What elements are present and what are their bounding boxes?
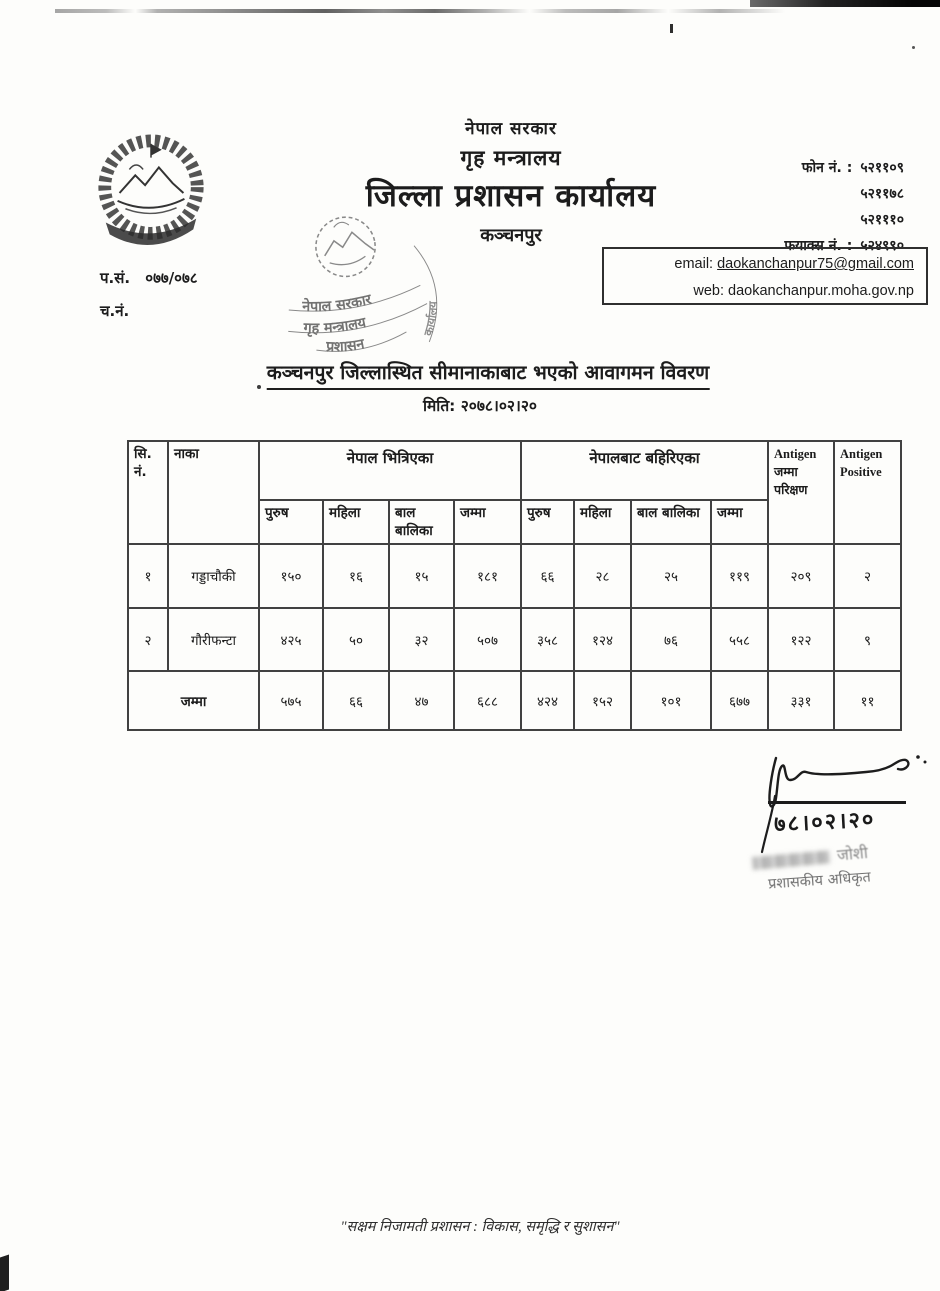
border-crossing-table xyxy=(127,440,902,731)
signature-date: ७८।०२।२० xyxy=(773,807,876,838)
ref-number-line xyxy=(100,262,198,295)
svg-text:प्रशासन: प्रशासन xyxy=(325,336,366,356)
cell-value: ६६ xyxy=(521,544,574,608)
email-line xyxy=(604,251,914,278)
signer-designation-stamp: प्रशासकीय अधिकृत xyxy=(767,869,872,893)
col-header-sn: सि. नं. xyxy=(128,441,168,544)
scan-dot xyxy=(912,46,915,49)
cell-value: ४२५ xyxy=(259,608,323,671)
phone-number-3: ५२१११० xyxy=(860,212,904,228)
phone-number-1: ५२११०९ xyxy=(860,160,904,176)
subcol-out-male: पुरुष xyxy=(521,500,574,544)
government-name: नेपाल सरकार xyxy=(465,119,557,139)
ref-number-label: प.सं. xyxy=(100,269,131,287)
scan-edge-bar xyxy=(750,0,940,7)
subcol-in-children: बाल बालिका xyxy=(389,500,454,544)
dispatch-number-label: च.नं. xyxy=(100,302,130,320)
fax-number: ५२४९९० xyxy=(860,238,904,254)
web-address: daokanchanpur.moha.gov.np xyxy=(728,283,914,299)
cell-value: १२४ xyxy=(574,608,631,671)
cell-value: ११९ xyxy=(711,544,768,608)
cell-value: २८ xyxy=(574,544,631,608)
cell-sn: १ xyxy=(128,544,168,608)
cell-total-value: ६६ xyxy=(323,671,389,730)
scan-tick xyxy=(670,24,673,33)
col-group-entered-nepal: नेपाल भित्रिएका xyxy=(259,441,521,500)
cell-value: ५०७ xyxy=(454,608,521,671)
phone-line-1 xyxy=(784,155,904,181)
subcol-in-male: पुरुष xyxy=(259,500,323,544)
cell-antigen-total: १२२ xyxy=(768,608,834,671)
cell-value: १५ xyxy=(389,544,454,608)
cell-sn: २ xyxy=(128,608,168,671)
table-row-gaddachauki xyxy=(128,544,901,608)
cell-value: १६ xyxy=(323,544,389,608)
footer-motto: "सक्षम निजामती प्रशासन : विकास, समृद्धि र सुशासन" xyxy=(340,1219,620,1235)
scan-corner-mark xyxy=(0,1255,9,1291)
cell-total-value: १०१ xyxy=(631,671,711,730)
cell-value: १५० xyxy=(259,544,323,608)
document-title: कञ्चनपुर जिल्लास्थित सीमानाकाबाट भएको आवागमन विवरण xyxy=(267,358,710,390)
office-round-stamp xyxy=(250,208,456,380)
cell-value: ३५८ xyxy=(521,608,574,671)
cell-total-label: जम्मा xyxy=(128,671,259,730)
table-row-gaurifanta xyxy=(128,608,901,671)
subcol-in-total: जम्मा xyxy=(454,500,521,544)
col-header-antigen-total: Antigen जम्मा परिक्षण xyxy=(768,441,834,544)
email-label: email: xyxy=(674,256,714,272)
cell-total-value: १५२ xyxy=(574,671,631,730)
subcol-out-children: बाल बालिका xyxy=(631,500,711,544)
cell-value: २५ xyxy=(631,544,711,608)
col-group-exited-nepal: नेपालबाट बहिरिएका xyxy=(521,441,768,500)
ministry-name: गृह मन्त्रालय xyxy=(460,146,562,170)
phone-line-2 xyxy=(784,181,904,207)
phone-label: फोन नं. : xyxy=(801,160,853,176)
phone-line-3 xyxy=(784,207,904,233)
fax-label: फयाक्स नं. : xyxy=(784,238,853,254)
illegible-ink-smudge xyxy=(752,850,831,870)
cell-total-value: ६७७ xyxy=(711,671,768,730)
nepal-emblem-icon xyxy=(92,130,210,258)
cell-antigen-total: २०९ xyxy=(768,544,834,608)
subcol-in-female: महिला xyxy=(323,500,389,544)
col-header-naka: नाका xyxy=(168,441,259,544)
web-line xyxy=(604,278,914,305)
svg-text:गृह मन्त्रालय: गृह मन्त्रालय xyxy=(303,314,368,337)
subcol-out-female: महिला xyxy=(574,500,631,544)
cell-naka: गौरीफन्टा xyxy=(168,608,259,671)
cell-naka: गड्डाचौकी xyxy=(168,544,259,608)
cell-total-value: ४२४ xyxy=(521,671,574,730)
web-label: web: xyxy=(693,283,724,299)
signer-name-stamp: जोशी xyxy=(751,841,869,873)
ref-number-value: ०७७/०७८ xyxy=(145,269,198,287)
dispatch-number-line xyxy=(100,295,198,328)
cell-antigen-positive: ९ xyxy=(834,608,901,671)
email-web-box xyxy=(602,247,928,305)
cell-value: ५० xyxy=(323,608,389,671)
phone-number-2: ५२११७८ xyxy=(860,186,904,202)
contact-block xyxy=(784,155,904,259)
cell-value: १८१ xyxy=(454,544,521,608)
col-header-antigen-positive: Antigen Positive xyxy=(834,441,901,544)
cell-total-value: ४७ xyxy=(389,671,454,730)
district-name: कञ्चनपुर xyxy=(480,225,542,246)
scan-dot-small xyxy=(257,385,261,389)
cell-value: ५५८ xyxy=(711,608,768,671)
reference-block xyxy=(100,262,198,328)
cell-antigen-positive: २ xyxy=(834,544,901,608)
cell-total-value: ५७५ xyxy=(259,671,323,730)
table-row-total xyxy=(128,671,901,730)
cell-value: ७६ xyxy=(631,608,711,671)
cell-value: ३२ xyxy=(389,608,454,671)
office-name: जिल्ला प्रशासन कार्यालय xyxy=(365,178,657,214)
cell-total-antigen-positive: ११ xyxy=(834,671,901,730)
scan-streak xyxy=(55,9,785,13)
svg-text:नेपाल सरकार: नेपाल सरकार xyxy=(302,291,374,316)
email-address: daokanchanpur75@gmail.com xyxy=(717,256,914,272)
cell-total-antigen: ३३१ xyxy=(768,671,834,730)
document-date: मिति: २०७८।०२।२० xyxy=(423,397,537,415)
svg-text:कार्यालय: कार्यालय xyxy=(420,301,440,338)
subcol-out-total: जम्मा xyxy=(711,500,768,544)
cell-total-value: ६८८ xyxy=(454,671,521,730)
